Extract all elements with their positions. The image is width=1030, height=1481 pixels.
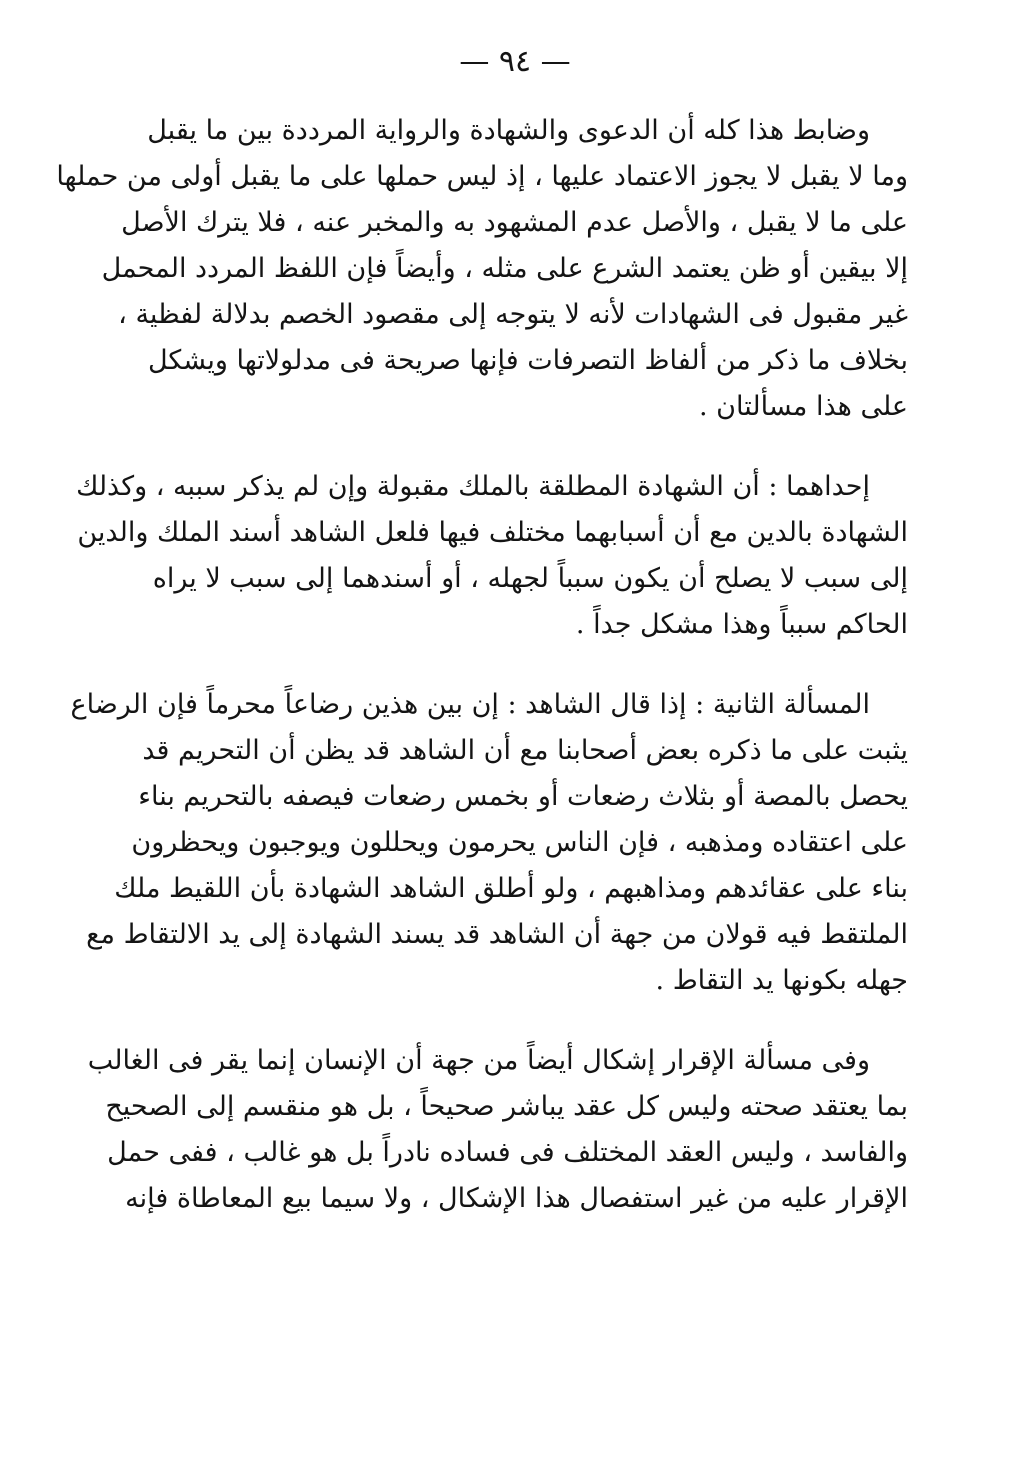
text-line: والفاسد ، وليس العقد المختلف فى فساده نادراً بل هو غالب ، ففى حمل bbox=[107, 1137, 908, 1168]
paragraph-gap bbox=[178, 430, 908, 464]
text-line: إحداهما : أن الشهادة المطلقة بالملك مقبولة وإن لم يذكر سببه ، وكذلك bbox=[76, 471, 870, 502]
paragraph-2 bbox=[76, 464, 908, 648]
paragraph-1 bbox=[56, 108, 908, 430]
text-line: الإقرار عليه من غير استفصال هذا الإشكال ، ولا سيما بيع المعاطاة فإنه bbox=[125, 1183, 908, 1214]
text-line: على اعتقاده ومذهبه ، فإن الناس يحرمون ويحللون ويوجبون ويحظرون bbox=[131, 827, 908, 858]
text-line: الملتقط فيه قولان من جهة أن الشاهد قد يسند الشهادة إلى يد الالتقاط مع bbox=[86, 919, 908, 950]
text-line: المسألة الثانية : إذا قال الشاهد : إن بين هذين رضاعاً محرماً فإن الرضاع bbox=[70, 689, 870, 720]
text-line: إلا بيقين أو ظن يعتمد الشرع على مثله ، وأيضاً فإن اللفظ المردد المحمل bbox=[101, 253, 908, 284]
text-line: وفى مسألة الإقرار إشكال أيضاً من جهة أن الإنسان إنما يقر فى الغالب bbox=[87, 1045, 870, 1076]
paragraph-3 bbox=[70, 682, 908, 1004]
text-line: بناء على عقائدهم ومذاهبهم ، ولو أطلق الشاهد الشهادة بأن اللقيط ملك bbox=[114, 873, 908, 904]
text-line: الشهادة بالدين مع أن أسبابهما مختلف فيها فلعل الشاهد أسند الملك والدين bbox=[77, 517, 908, 548]
paragraph-4 bbox=[87, 1038, 908, 1222]
text-line: الحاكم سبباً وهذا مشكل جداً . bbox=[575, 609, 908, 640]
paragraph-gap bbox=[178, 1004, 908, 1038]
page-number: — ٩٤ — bbox=[459, 44, 571, 79]
paragraph-gap bbox=[178, 648, 908, 682]
text-line: وما لا يقبل لا يجوز الاعتماد عليها ، إذ ليس حملها على ما يقبل أولى من حملها bbox=[56, 161, 908, 192]
text-line: إلى سبب لا يصلح أن يكون سبباً لجهله ، أو أسندهما إلى سبب لا يراه bbox=[152, 563, 908, 594]
text-line: على ما لا يقبل ، والأصل عدم المشهود به والمخبر عنه ، فلا يترك الأصل bbox=[121, 207, 908, 238]
text-line: بخلاف ما ذكر من ألفاظ التصرفات فإنها صريحة فى مدلولاتها ويشكل bbox=[147, 345, 908, 376]
text-line: على هذا مسألتان . bbox=[699, 391, 908, 422]
text-line: وضابط هذا كله أن الدعوى والشهادة والرواية المرددة بين ما يقبل bbox=[147, 115, 870, 146]
text-line: يثبت على ما ذكره بعض أصحابنا مع أن الشاهد قد يظن أن التحريم قد bbox=[142, 735, 908, 766]
text-line: يحصل بالمصة أو بثلاث رضعات أو بخمس رضعات فيصفه بالتحريم بناء bbox=[138, 781, 908, 812]
body-text bbox=[56, 108, 908, 1222]
text-line: بما يعتقد صحته وليس كل عقد يباشر صحيحاً ، بل هو منقسم إلى الصحيح bbox=[105, 1091, 908, 1122]
text-line: جهله بكونها يد التقاط . bbox=[655, 965, 908, 996]
text-line: غير مقبول فى الشهادات لأنه لا يتوجه إلى مقصود الخصم بدلالة لفظية ، bbox=[118, 299, 908, 330]
